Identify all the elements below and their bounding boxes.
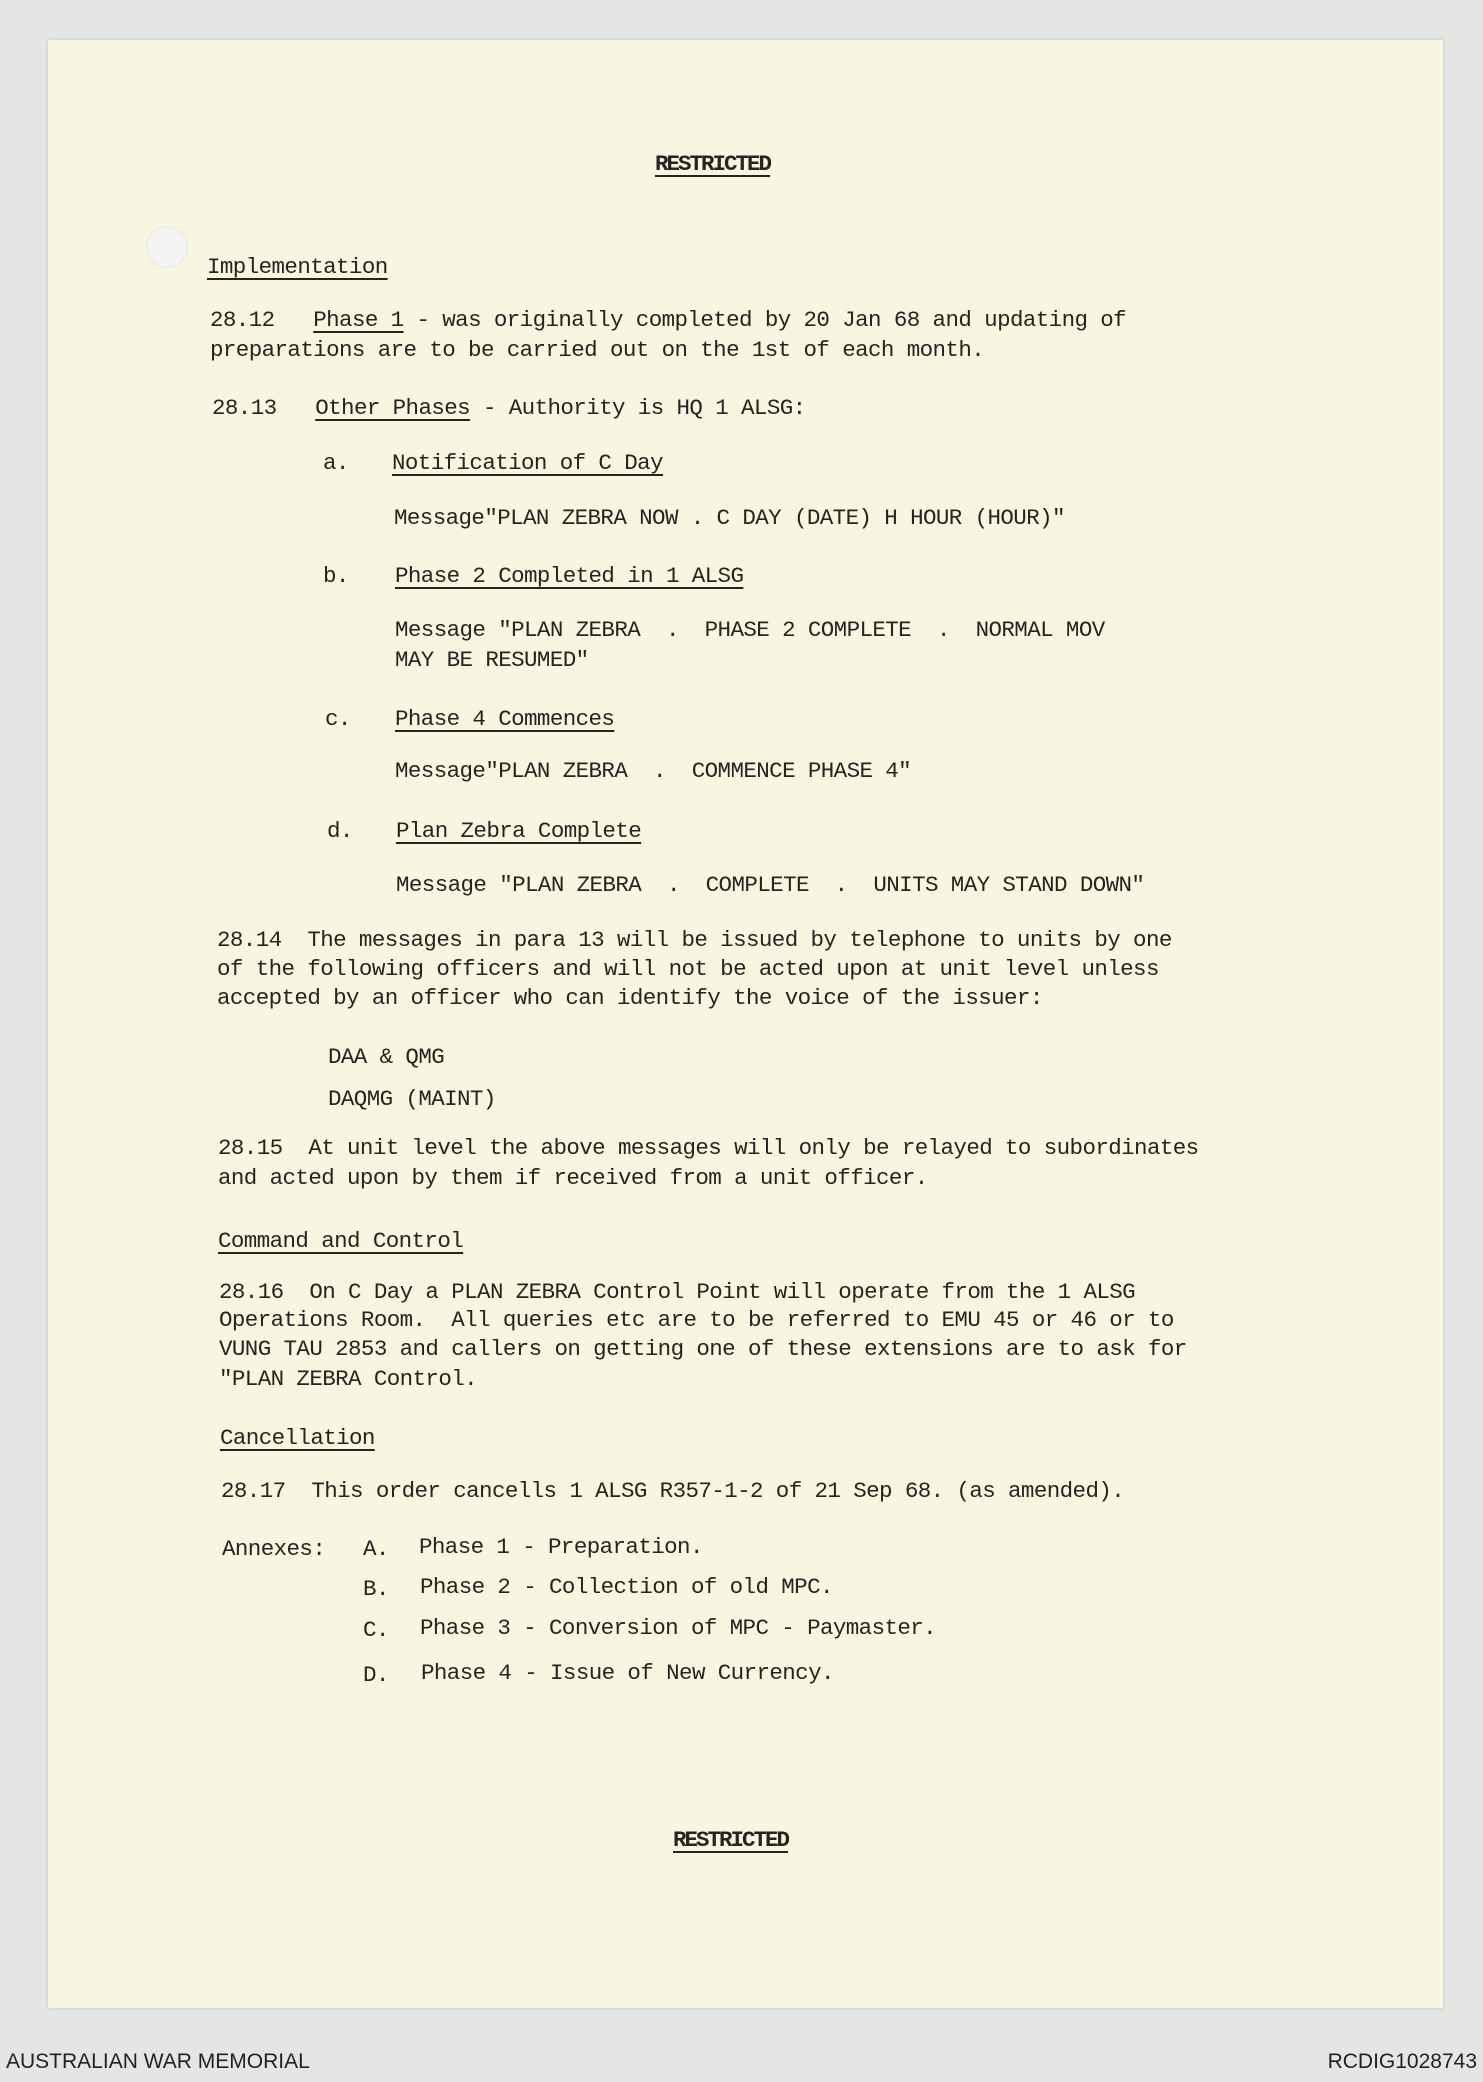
annex-d-text: Phase 4 - Issue of New Currency. bbox=[421, 1660, 834, 1686]
annex-c-text: Phase 3 - Conversion of MPC - Paymaster. bbox=[420, 1615, 937, 1641]
item-c-message: Message"PLAN ZEBRA . COMMENCE PHASE 4" bbox=[395, 758, 912, 784]
item-c-letter: c. bbox=[325, 706, 351, 732]
item-d-letter: d. bbox=[327, 818, 353, 844]
item-b-message-line2: MAY BE RESUMED" bbox=[395, 647, 589, 673]
item-a-title: Notification of C Day bbox=[392, 450, 663, 476]
para-text: - Authority is HQ 1 ALSG: bbox=[470, 395, 806, 421]
para-28-14-line2: of the following officers and will not be acted upon at unit level unless bbox=[217, 956, 1159, 982]
item-b-letter: b. bbox=[323, 563, 349, 589]
para-number: 28.13 bbox=[212, 395, 277, 421]
archive-id: RCDIG1028743 bbox=[1327, 2050, 1477, 2073]
annex-b-text: Phase 2 - Collection of old MPC. bbox=[420, 1574, 833, 1600]
item-a-letter: a. bbox=[323, 450, 349, 476]
annex-b-letter: B. bbox=[363, 1576, 389, 1602]
para-title: Other Phases bbox=[315, 395, 471, 421]
para-text: - was originally completed by 20 Jan 68 and updating of bbox=[403, 307, 1127, 333]
heading-cancellation: Cancellation bbox=[220, 1425, 375, 1451]
annex-a-letter: A. bbox=[363, 1536, 389, 1562]
para-28-15-line2: and acted upon by them if received from a unit officer. bbox=[218, 1165, 928, 1191]
heading-implementation: Implementation bbox=[207, 254, 388, 280]
para-28-12-line2: preparations are to be carried out on the 1st of each month. bbox=[210, 337, 985, 363]
para-28-15-line1: 28.15 At unit level the above messages will only be relayed to subordinates bbox=[218, 1135, 1199, 1161]
para-title: Phase 1 bbox=[313, 307, 404, 333]
item-b-message: Message "PLAN ZEBRA . PHASE 2 COMPLETE . NORMAL MOV bbox=[395, 617, 1105, 643]
para-number: 28.12 bbox=[210, 307, 275, 333]
para-28-12-line1 bbox=[210, 309, 1126, 332]
para-28-17: 28.17 This order cancells 1 ALSG R357-1-2 of 21 Sep 68. (as amended). bbox=[221, 1478, 1125, 1504]
para-28-14-line3: accepted by an officer who can identify the voice of the issuer: bbox=[217, 985, 1043, 1011]
para-28-16-line2: Operations Room. All queries etc are to be referred to EMU 45 or 46 or to bbox=[219, 1307, 1174, 1333]
item-c-title: Phase 4 Commences bbox=[395, 706, 615, 732]
archive-credit: AUSTRALIAN WAR MEMORIAL bbox=[6, 2050, 310, 2073]
item-d-message: Message "PLAN ZEBRA . COMPLETE . UNITS MAY STAND DOWN" bbox=[396, 872, 1145, 898]
officer-1: DAA & QMG bbox=[328, 1044, 445, 1070]
footer-marking: RESTRICTED bbox=[673, 1827, 789, 1853]
item-d-title: Plan Zebra Complete bbox=[396, 818, 642, 844]
para-28-16-line3: VUNG TAU 2853 and callers on getting one of these extensions are to ask for bbox=[219, 1336, 1187, 1362]
para-28-16-line1: 28.16 On C Day a PLAN ZEBRA Control Point will operate from the 1 ALSG bbox=[219, 1279, 1136, 1305]
item-a-message: Message"PLAN ZEBRA NOW . C DAY (DATE) H HOUR (HOUR)" bbox=[394, 505, 1065, 531]
annex-d-letter: D. bbox=[363, 1662, 389, 1688]
para-28-14-line1: 28.14 The messages in para 13 will be issued by telephone to units by one bbox=[217, 927, 1172, 953]
heading-command-and-control: Command and Control bbox=[218, 1228, 464, 1254]
item-b-title: Phase 2 Completed in 1 ALSG bbox=[395, 563, 744, 589]
para-28-16-line4: "PLAN ZEBRA Control. bbox=[219, 1366, 478, 1392]
document-page bbox=[48, 40, 1443, 2008]
header-marking: RESTRICTED bbox=[655, 151, 771, 177]
annexes-label: Annexes: bbox=[222, 1536, 326, 1562]
punch-hole bbox=[146, 226, 188, 268]
annex-a-text: Phase 1 - Preparation. bbox=[419, 1534, 703, 1560]
officer-2: DAQMG (MAINT) bbox=[328, 1086, 496, 1112]
para-28-13 bbox=[212, 397, 806, 420]
annex-c-letter: C. bbox=[363, 1617, 389, 1643]
